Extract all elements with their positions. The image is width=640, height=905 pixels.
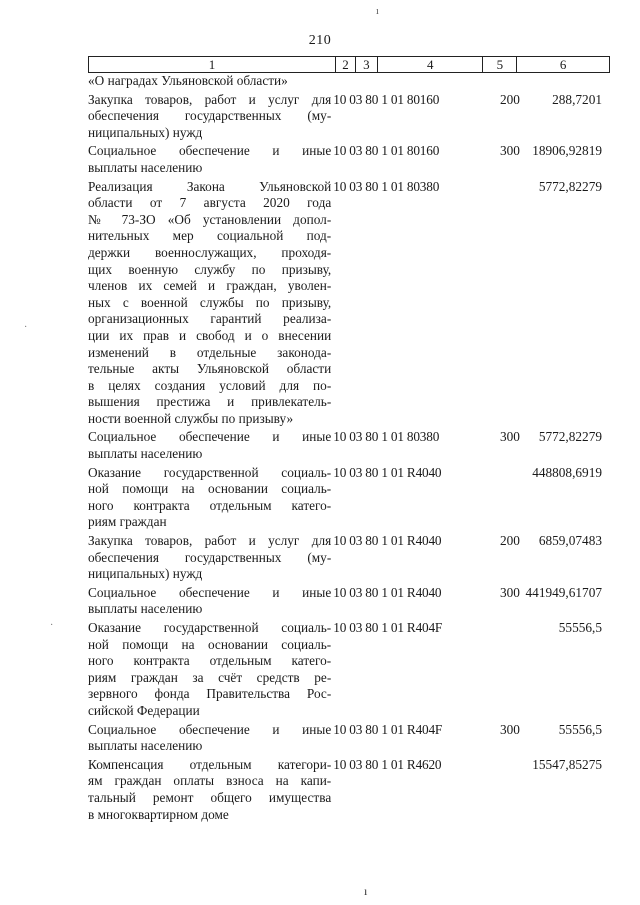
description-line: риям граждан за счёт средств ре- [88,669,332,685]
row-classification-code: 10 03 80 1 01 80160 [333,143,440,159]
row-expense-type: 300 [500,584,520,600]
row-amount: 441949,61707 [525,584,602,600]
row-amount: 448808,6919 [532,464,602,480]
table-row [88,757,610,823]
table-row [88,73,610,90]
row-amount: 55556,5 [558,620,602,635]
description-line: организационных гарантий реализа- [88,311,332,327]
description-line: в целях создания условий для по- [88,377,332,393]
description-line: ного контракта отдельным катего- [88,497,332,513]
scan-mark-top: ı [376,6,379,17]
description-line: выплаты населению [88,601,203,617]
row-description [88,757,331,823]
row-description [88,429,331,462]
description-line: Оказание государственной социаль- [88,464,332,480]
row-classification-code: 10 03 80 1 01 80160 [333,91,440,107]
row-amount: 5772,82279 [538,178,602,194]
table-row [88,143,610,176]
description-line: нительных мер социальной под- [88,228,332,244]
header-col-3: 3 [356,57,378,72]
description-line: области от 7 августа 2020 года [88,195,332,211]
row-description [88,73,331,90]
description-line: ции их прав и свобод и о внесении [88,327,332,343]
scan-dot: · [24,322,28,333]
row-amount: 6859,07483 [538,533,602,549]
row-expense-type: 200 [500,91,520,107]
description-line: ной помощи на основании социаль- [88,636,332,652]
row-amount: 18906,92819 [532,143,602,159]
table-row [88,620,610,720]
header-col-4: 4 [378,57,484,72]
header-col-6: 6 [559,57,567,72]
header-col-2: 2 [336,57,356,72]
description-line: изменений в отдельные законода- [88,344,332,360]
row-amount: 55556,5 [558,721,602,737]
row-classification-code [331,73,500,90]
row-classification-code: 10 03 80 1 01 R4040 [333,584,442,600]
table-row [88,429,610,462]
description-line: Закупка товаров, работ и услуг для [88,91,332,107]
table-row [88,92,610,142]
description-line: щих военную службу по призыву, [88,261,332,277]
row-classification-code: 10 03 80 1 01 R404F [333,620,443,635]
table-header [88,56,610,73]
table-row [88,585,610,618]
row-expense-type: 200 [500,533,520,549]
description-line: Социальное обеспечение и иные [88,429,332,445]
row-amount [526,73,611,90]
description-line: ности военной службы по призыву» [88,410,294,426]
description-line: Социальное обеспечение и иные [88,143,332,159]
description-line: Социальное обеспечение и иные [88,721,332,737]
description-line: вышения престижа и привлекатель- [88,394,332,410]
row-expense-type: 300 [500,721,520,737]
description-line: ной помощи на основании социаль- [88,481,332,497]
header-col-5: 5 [483,57,517,72]
row-expense-type [500,73,526,90]
scan-dot: · [50,620,54,631]
description-line: держки военнослужащих, проходя- [88,244,332,260]
description-line: ных с военной службы по призыву, [88,294,332,310]
row-description [88,585,331,618]
scan-mark-bottom: ı [364,884,368,898]
description-line: тельные акты Ульяновской области [88,361,332,377]
header-col-1: 1 [89,57,336,72]
row-description [88,722,331,755]
row-description [88,92,331,142]
description-line: сийской Федерации [88,702,200,718]
row-description [88,465,331,531]
description-line: зервного фонда Правительства Рос- [88,686,332,702]
row-amount: 288,7201 [552,91,602,107]
description-line: членов их семей и граждан, уволен- [88,278,332,294]
row-expense-type [500,620,526,720]
row-description [88,533,331,583]
row-classification-code: 10 03 80 1 01 80380 [333,178,440,194]
row-expense-type: 300 [500,143,520,159]
table-row [88,179,610,428]
table-row [88,722,610,755]
description-line: Закупка товаров, работ и услуг для [88,533,332,549]
description-line: Компенсация отдельным категори- [88,756,332,772]
row-description [88,143,331,176]
row-description [88,620,331,720]
table-row [88,465,610,531]
table-row [88,533,610,583]
description-line: «О наградах Ульяновской области» [88,73,288,88]
description-line: Оказание государственной социаль- [88,620,332,635]
description-line: в многоквартирном доме [88,806,229,822]
description-line: обеспечения государственных (му- [88,108,332,124]
description-line: тальный ремонт общего имущества [88,789,332,805]
description-line: № 73-ЗО «Об установлении допол- [88,211,332,227]
description-line: ниципальных) нужд [88,566,203,582]
description-line: ям граждан оплаты взноса на капи- [88,773,332,789]
description-line: ниципальных) нужд [88,124,203,140]
description-line: выплаты населению [88,446,203,462]
description-line: риям граждан [88,514,167,530]
row-expense-type: 300 [500,429,520,445]
row-classification-code: 10 03 80 1 01 R4040 [333,464,442,480]
row-classification-code: 10 03 80 1 01 R4040 [333,533,442,549]
row-expense-type [500,465,526,531]
row-expense-type [500,179,526,428]
description-line: Социальное обеспечение и иные [88,584,332,600]
row-classification-code: 10 03 80 1 01 R404F [333,721,443,737]
description-line: обеспечения государственных (му- [88,549,332,565]
description-line: выплаты населению [88,159,203,175]
row-description [88,179,331,428]
row-amount: 15547,85275 [532,756,602,772]
description-line: выплаты населению [88,738,203,754]
row-classification-code: 10 03 80 1 01 80380 [333,429,440,445]
description-line: Реализация Закона Ульяновской [88,178,332,194]
row-classification-code: 10 03 80 1 01 R4620 [333,756,442,772]
row-amount: 5772,82279 [538,429,602,445]
page-number: 210 [308,33,332,48]
description-line: ного контракта отдельным катего- [88,653,332,669]
budget-table-body [88,73,610,823]
row-expense-type [500,757,526,823]
